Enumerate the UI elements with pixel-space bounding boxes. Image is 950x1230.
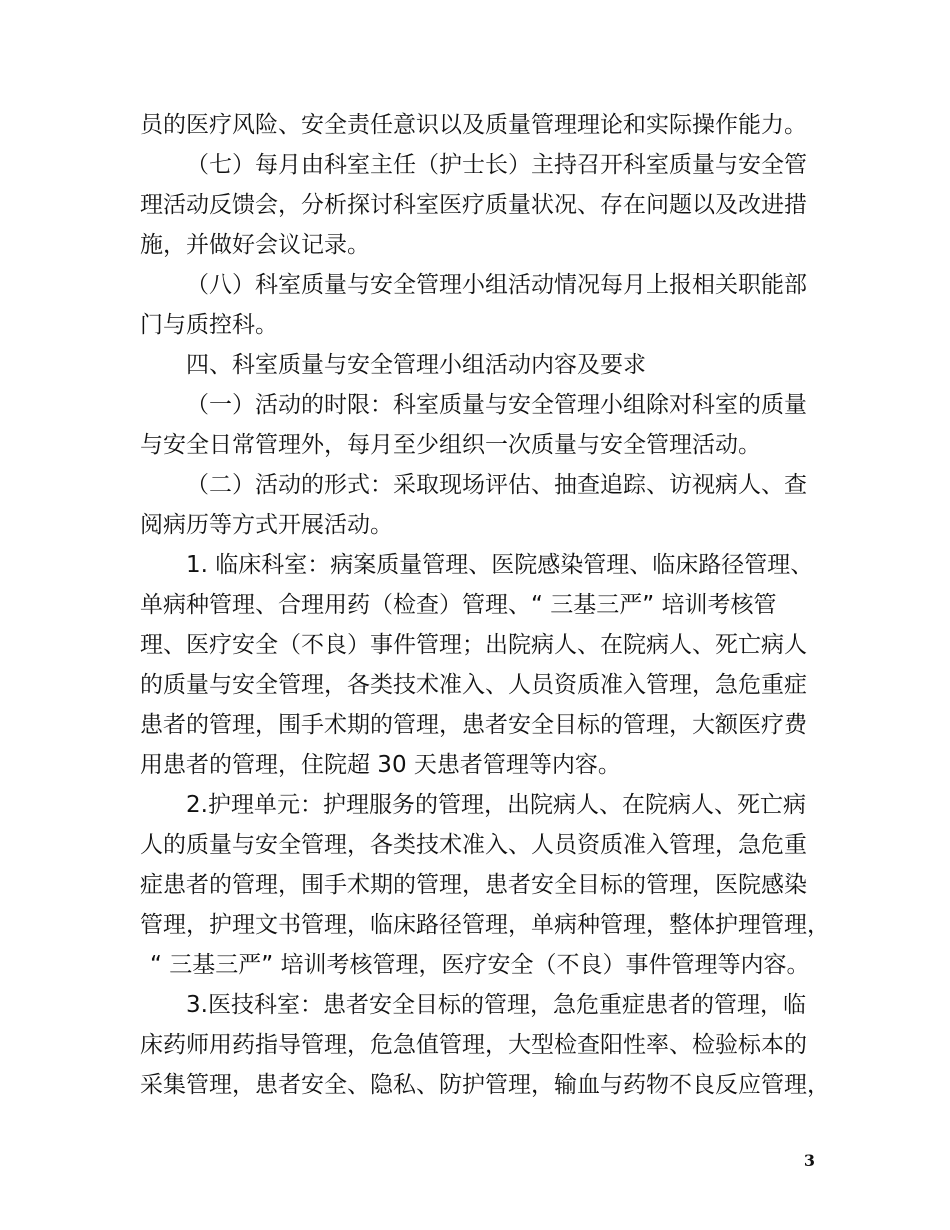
text-line: 与安全日常管理外，每月至少组织一次质量与安全管理活动。: [140, 432, 761, 458]
text-line: 2.护理单元：护理服务的管理，出院病人、在院病人、死亡病: [186, 792, 806, 818]
text-line: （八）科室质量与安全管理小组活动情况每月上报相关职能部: [186, 272, 807, 298]
text-line: 的质量与安全管理，各类技术准入、人员资质准入管理，急危重症: [140, 672, 807, 698]
text-line: 管理，护理文书管理，临床路径管理，单病种管理，整体护理管理，: [140, 912, 830, 938]
text-line: （二）活动的形式：采取现场评估、抽查追踪、访视病人、查: [186, 472, 807, 498]
text-line: 施，并做好会议记录。: [140, 232, 370, 258]
text-line: 人的质量与安全管理，各类技术准入、人员资质准入管理，急危重: [140, 832, 807, 858]
text-line: 患者的管理，围手术期的管理，患者安全目标的管理，大额医疗费: [140, 712, 807, 738]
text-line: 采集管理，患者安全、隐私、防护管理，输血与药物不良反应管理，: [140, 1072, 830, 1098]
text-line: 用患者的管理，住院超 30 天患者管理等内容。: [140, 752, 621, 778]
text-line: 症患者的管理，围手术期的管理，患者安全目标的管理，医院感染: [140, 872, 807, 898]
text-line: 门与质控科。: [140, 312, 278, 338]
text-line: （一）活动的时限：科室质量与安全管理小组除对科室的质量: [186, 392, 807, 418]
text-line: 1. 临床科室：病案质量管理、医院感染管理、临床路径管理、: [186, 552, 814, 578]
text-line: 阅病历等方式开展活动。: [140, 512, 393, 538]
section-heading: 四、科室质量与安全管理小组活动内容及要求: [186, 352, 646, 378]
text-line: 3.医技科室：患者安全目标的管理，急危重症患者的管理，临: [186, 992, 806, 1018]
text-line: （七）每月由科室主任（护士长）主持召开科室质量与安全管: [186, 152, 807, 178]
text-line: 理、医疗安全（不良）事件管理；出院病人、在院病人、死亡病人: [140, 632, 807, 658]
text-line: “ 三基三严” 培训考核管理，医疗安全（不良）事件管理等内容。: [150, 952, 810, 978]
page-number: 3: [803, 1151, 815, 1170]
text-line: 理活动反馈会，分析探讨科室医疗质量状况、存在问题以及改进措: [140, 192, 807, 218]
text-line: 床药师用药指导管理，危急值管理，大型检查阳性率、检验标本的: [140, 1032, 807, 1058]
text-line: 员的医疗风险、安全责任意识以及质量管理理论和实际操作能力。: [140, 112, 807, 138]
text-line: 单病种管理、合理用药（检查）管理、“ 三基三严” 培训考核管: [140, 592, 777, 618]
